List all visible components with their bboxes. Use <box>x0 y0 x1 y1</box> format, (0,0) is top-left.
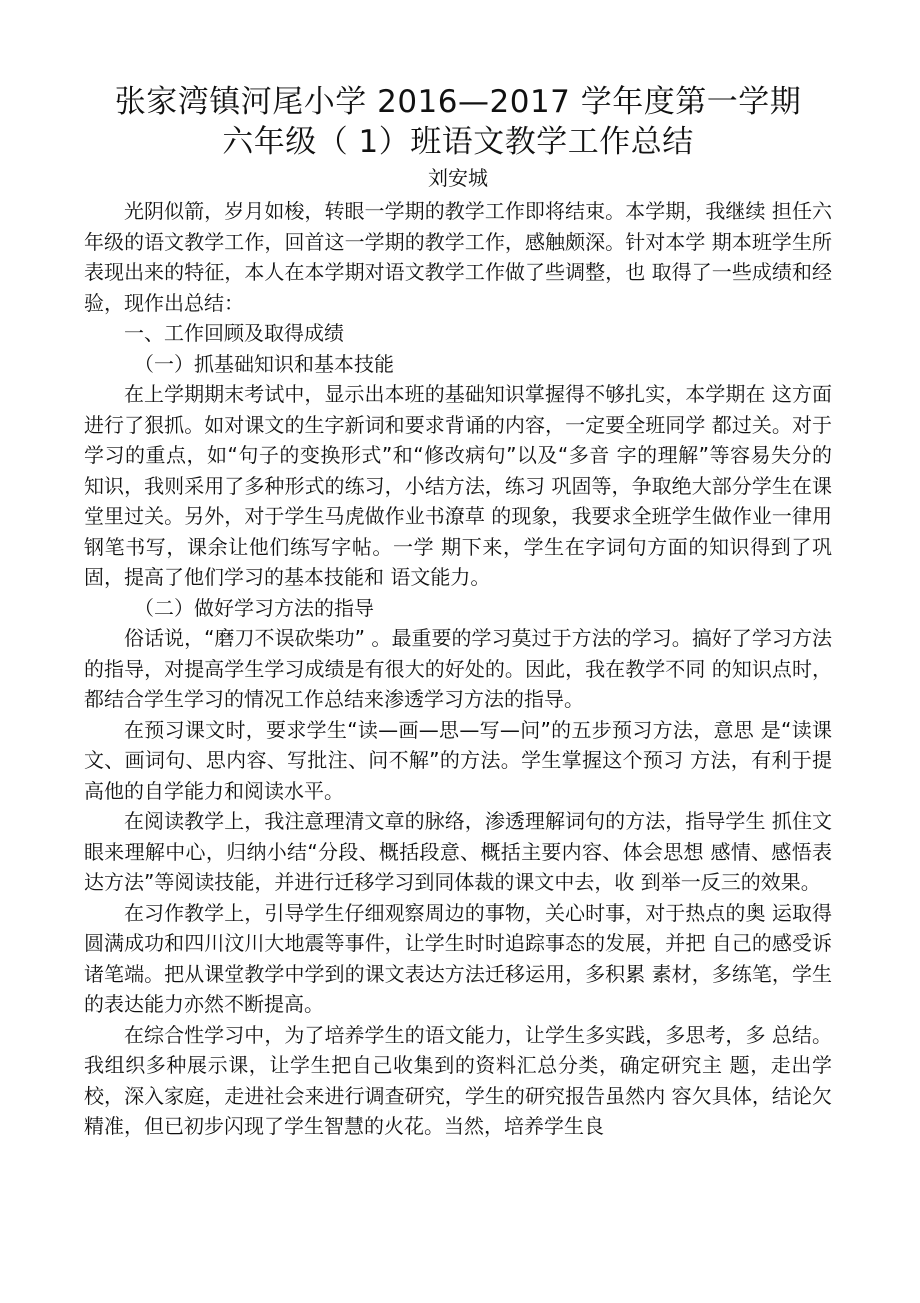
subsection-2-paragraph-5: 在综合性学习中，为了培养学生的语文能力，让学生多实践，多思考，多 总结。我组织多种展示课，让学生把自己收集到的资料汇总分类，确定研究主 题，走出学校，深入家庭，走进社会来进行调查研究，学生的研究报告虽然内 容欠具体，结论欠精准，但已初步闪现了学生智慧的火花。当然，培养学生良 <box>84 1022 832 1138</box>
document-title-line-1: 张家湾镇河尾小学 2016—2017 学年度第一学期 <box>114 84 802 120</box>
intro-paragraph: 光阴似箭，岁月如梭，转眼一学期的教学工作即将结束。本学期，我继续 担任六年级的语文教学工作，回首这一学期的教学工作，感触颇深。针对本学 期本班学生所表现出来的特征，本人在本学期对语文教学工作做了些调整，也 取得了一些成绩和经验，现作出总结： <box>84 199 832 315</box>
subsection-2-paragraph-2: 在预习课文时，要求学生“读—画—思—写—问”的五步预习方法，意思 是“读课文、画词句、思内容、写批注、问不解”的方法。学生掌握这个预习 方法，有利于提高他的自学能力和阅读水平。 <box>84 717 832 803</box>
section-heading-1: 一、工作回顾及取得成绩 <box>124 321 344 345</box>
subsection-1-paragraph: 在上学期期末考试中，显示出本班的基础知识掌握得不够扎实，本学期在 这方面进行了狠抓。如对课文的生字新词和要求背诵的内容，一定要全班同学 都过关。对于学习的重点，如“句子的变换形式”和“修改病句”以及“多音 字的理解”等容易失分的知识，我则采用了多种形式的练习，小结方法，练习 巩固等，争取绝大部分学生在课堂里过关。另外，对于学生马虎做作业书潦草 的现象，我要求全班学生做作业一律用钢笔书写，课余让他们练写字帖。一学 期下来，学生在字词句方面的知识得到了巩固，提高了他们学习的基本技能和 语文能力。 <box>84 382 832 589</box>
document-author: 刘安城 <box>428 166 488 190</box>
subsection-heading-2: （二）做好学习方法的指导 <box>134 595 374 620</box>
document-page <box>84 82 832 1142</box>
document-title-line-2: 六年级（ 1）班语文教学工作总结 <box>222 124 694 160</box>
subsection-2-paragraph-1: 俗话说，“磨刀不误砍柴功” 。最重要的学习莫过于方法的学习。搞好了学习方法的指导，对提高学生学习成绩是有很大的好处的。因此，我在教学不同 的知识点时，都结合学生学习的情况工作总结来渗透学习方法的指导。 <box>84 626 832 711</box>
subsection-heading-1: （一）抓基础知识和基本技能 <box>134 351 394 376</box>
subsection-2-paragraph-3: 在阅读教学上，我注意理清文章的脉络，渗透理解词句的方法，指导学生 抓住文眼来理解中心，归纳小结“分段、概括段意、概括主要内容、体会思想 感情、感悟表达方法”等阅读技能，并进行迁移学习到同体裁的课文中去，收 到举一反三的效果。 <box>84 809 832 894</box>
subsection-2-paragraph-4: 在习作教学上，引导学生仔细观察周边的事物，关心时事，对于热点的奥 运取得圆满成功和四川汶川大地震等事件，让学生时时追踪事态的发展，并把 自己的感受诉诸笔端。把从课堂教学中学到的课文表达方法迁移运用，多积累 素材，多练笔，学生的表达能力亦然不断提高。 <box>84 900 832 1016</box>
